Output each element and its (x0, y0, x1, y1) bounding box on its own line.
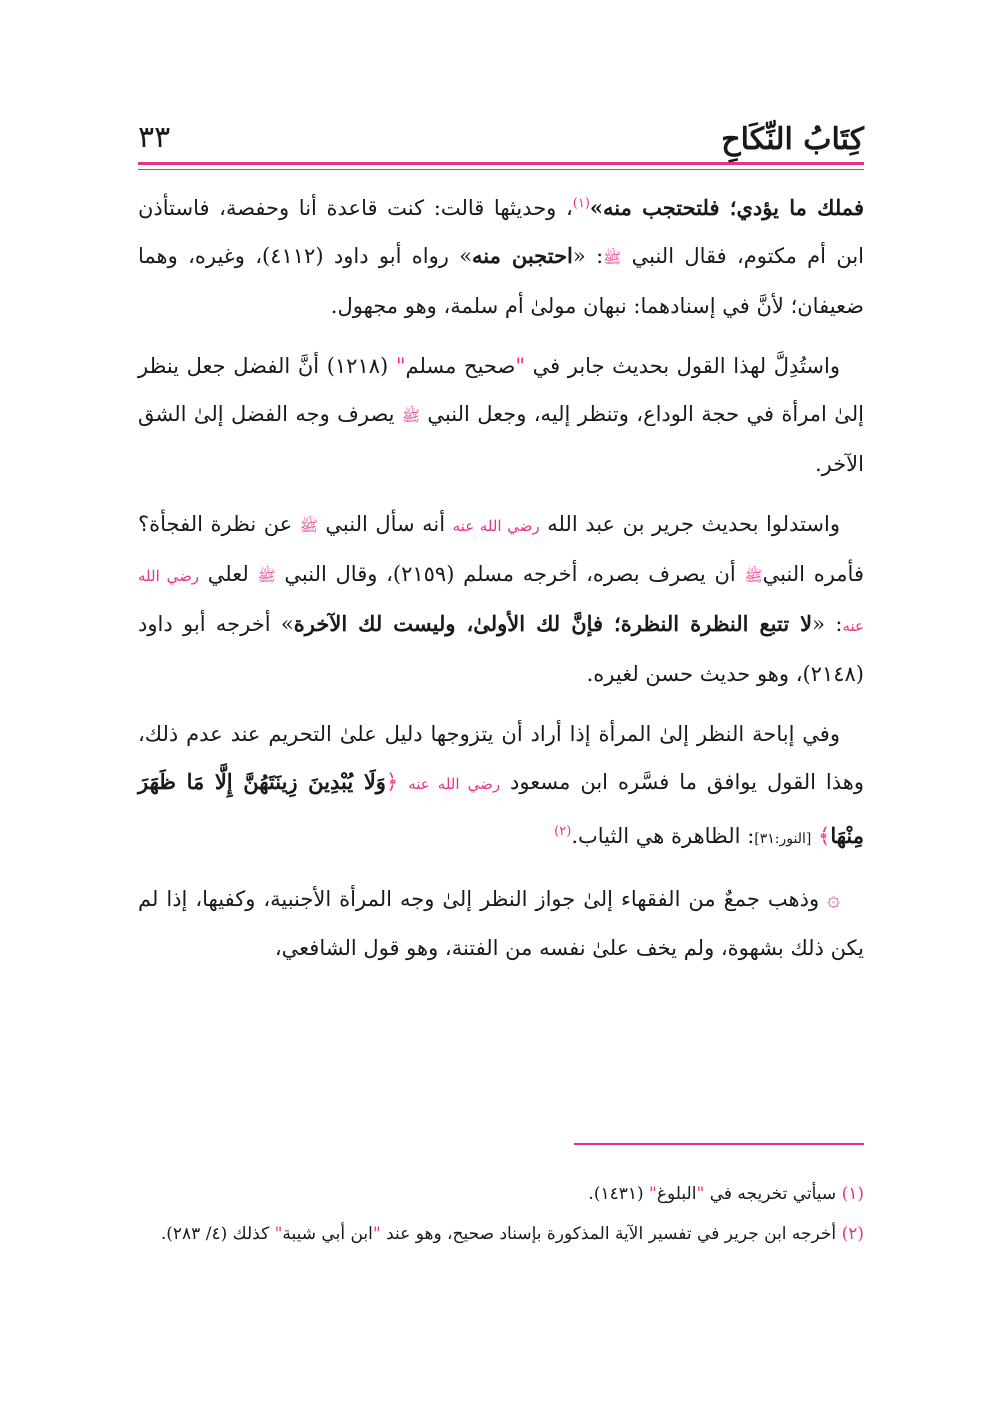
quote-mark: " (696, 1184, 705, 1204)
page-number: ٣٣ (138, 120, 171, 155)
text: أن يصرف بصره، أخرجه مسلم (٢١٥٩)، وقال النبي (275, 562, 745, 586)
footnote-number: (٢) (841, 1224, 864, 1244)
text: وفي إباحة النظر إلىٰ المرأة إذا أراد أن يتزوجها دليل علىٰ التحريم عند عدم ذلك، وهذا القول يوافق ما فسَّره ابن مسعود (138, 722, 864, 794)
text: (١٤٣١). (588, 1184, 650, 1204)
book-title: البلوغ (656, 1184, 697, 1204)
quote-mark: " (649, 1184, 657, 1204)
hadith-quote: فملك ما يؤدي؛ فلتحتجب منه» (589, 195, 864, 220)
quote-mark: " (274, 1224, 283, 1244)
text: » أخرجه أبو داود (٢١٤٨)، وهو حديث حسن لغيره. (138, 612, 864, 686)
quote-mark: " (372, 1224, 381, 1244)
text: : « (812, 612, 843, 636)
honorific-glyph: ﷺ (603, 249, 622, 267)
hadith-quote: احتجبن منه (472, 243, 573, 268)
paragraph-1 (138, 180, 864, 330)
text: (١٢١٨) أنَّ الفضل جعل ينظر إلىٰ امرأة في حجة الوداع، وتنظر إليه، وجعل النبي (138, 354, 864, 426)
text: أخرجه ابن جرير في تفسير الآية المذكورة بإسناد صحيح، وهو عند (380, 1224, 842, 1244)
text: ، وحديثها قالت: كنت قاعدة أنا وحفصة، فاستأذن ابن أم مكتوم، فقال النبي (138, 196, 865, 268)
quote-mark: " (395, 354, 406, 378)
flower-ornament-icon: ۞ (827, 887, 840, 912)
text: يصرف وجه الفضل إلىٰ الشق الآخر. (138, 402, 864, 476)
paragraph-4 (138, 710, 864, 863)
quran-verse: وَلَا يُبْدِينَ زِينَتَهُنَّ إِلَّا مَا ظَهَرَ مِنْهَا (138, 769, 864, 848)
text: سيأتي تخريجه في (704, 1184, 842, 1204)
text: كذلك (٤/ ٢٨٣). (160, 1224, 275, 1244)
header-rule-thin (138, 169, 864, 170)
honorific-glyph: ﷺ (299, 517, 318, 535)
honorific-glyph: ﷺ (401, 407, 421, 425)
text: : « (572, 244, 604, 268)
footnotes (138, 1178, 864, 1258)
main-text (138, 180, 864, 984)
footnote-separator (574, 1143, 864, 1145)
footnote-marker-2[interactable]: (٢) (554, 824, 572, 839)
quran-bracket: ﴿ (385, 770, 409, 794)
honorific-glyph: رضي الله عنه (452, 517, 540, 535)
quran-bracket: ﴾ (811, 824, 831, 848)
paragraph-2 (138, 342, 864, 488)
honorific-glyph: رضي الله عنه (408, 775, 501, 793)
footnote-1 (138, 1178, 864, 1210)
paragraph-5 (138, 875, 864, 972)
page-header (138, 118, 864, 164)
quote-mark: " (515, 354, 525, 378)
text: واستدلوا بحديث جرير بن عبد الله (539, 512, 840, 536)
hadith-quote: لا تتبع النظرة النظرة؛ فإنَّ لك الأولىٰ، وليست لك الآخرة (293, 611, 813, 636)
text: عن نظرة الفجأة؟ فأمره النبي (138, 512, 864, 586)
honorific-glyph: رضي الله عنه (138, 567, 864, 635)
text: أنه سأل النبي (317, 512, 453, 536)
honorific-glyph: ﷺ (744, 567, 763, 585)
book-title: ابن أبي شيبة (282, 1224, 373, 1244)
running-title: كِتَابُ النِّكَاحِ (721, 122, 864, 157)
honorific-glyph: ﷺ (257, 567, 276, 585)
verse-reference: [النور:٣١] (754, 831, 812, 847)
text: » رواه أبو داود (٤١١٢)، وغيره، وهما ضعيفان؛ لأنَّ في إسنادهما: نبهان مولىٰ أم سلمة، وهو مجهول. (138, 244, 864, 318)
text: واستُدِلَّ لهذا القول بحديث جابر في (524, 354, 840, 378)
footnote-marker-1[interactable]: (١) (572, 196, 590, 211)
footnote-2 (138, 1218, 864, 1250)
book-title: صحيح مسلم (405, 354, 516, 378)
text: وذهب جمعٌ من الفقهاء إلىٰ جواز النظر إلىٰ وجه المرأة الأجنبية، وكفيها، إذا لم يكن ذلك بشهوة، ولم يخف علىٰ نفسه من الفتنة، وهو قول الشافعي، (138, 887, 864, 960)
text: : الظاهرة هي الثياب. (571, 824, 755, 848)
paragraph-3 (138, 500, 864, 698)
header-rule-thick (138, 162, 864, 165)
footnote-number: (١) (841, 1184, 864, 1204)
text: لعلي (199, 562, 258, 586)
